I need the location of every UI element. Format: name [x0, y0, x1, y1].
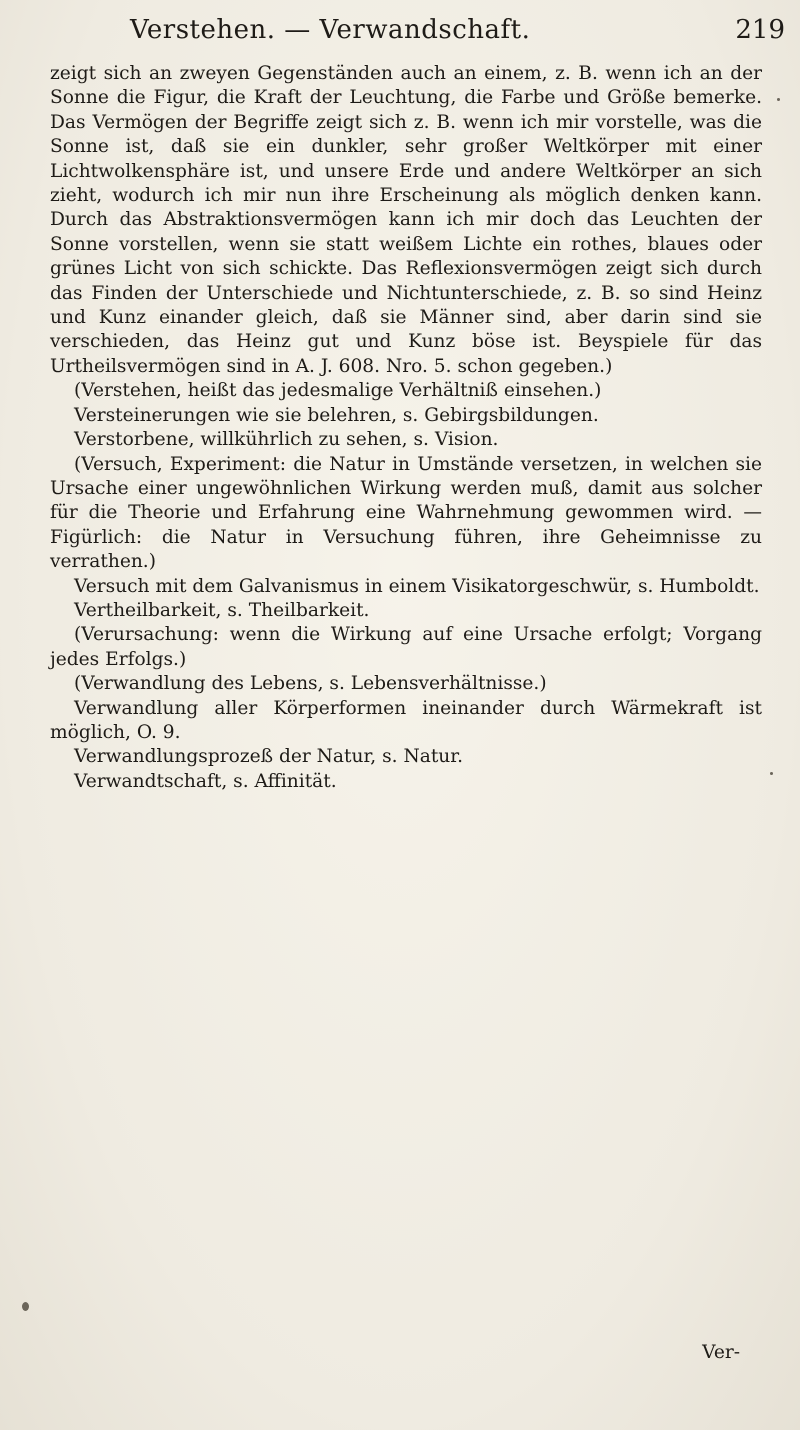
dictionary-entry: (Verwandlung des Lebens, s. Lebensverhältnisse.) — [74, 673, 547, 695]
paper-speck — [777, 98, 780, 101]
dictionary-entry: Verwandtschaft, s. Affinität. — [74, 770, 337, 792]
page-number: 219 — [735, 15, 785, 45]
running-head: Verstehen. — Verwandschaft. — [130, 15, 531, 45]
dictionary-entry: (Verursachung: wenn die Wirkung auf eine Ursache erfolgt; Vorgang jedes Erfolgs.) — [50, 624, 762, 670]
catchword: Ver- — [702, 1342, 740, 1363]
dictionary-entry: (Versuch, Experiment: die Natur in Umstände versetzen, in welchen sie Ursache einer ungewöhnlichen Wirkung werden muß, damit aus solcher für die Theorie und Erfahrung eine Wahrnehmung gewommen wird. — Figürlich: die Natur in Versuchung führen, ihre Geheimnisse zu verrathen.) — [50, 453, 762, 573]
text-body — [50, 62, 762, 794]
paper-speck — [22, 1302, 29, 1311]
dictionary-entry: Verwandlung aller Körperformen ineinander durch Wärmekraft ist möglich, O. 9. — [50, 697, 762, 743]
paragraph: (Verstehen, heißt das jedesmalige Verhältniß einsehen.) — [74, 380, 602, 402]
dictionary-entry: Versuch mit dem Galvanismus in einem Visikatorgeschwür, s. Humboldt. — [74, 575, 760, 597]
page-header — [20, 10, 785, 50]
paper-speck — [770, 772, 773, 775]
paragraph: zeigt sich an zweyen Gegenständen auch an einem, z. B. wenn ich an der Sonne die Figur, die Kraft der Leuchtung, die Farbe und Größe bemerke. Das Vermögen der Begriffe zeigt sich z. B. wenn ich mir vorstelle, was die Sonne ist, daß sie ein dunkler, sehr großer Weltkörper mit einer Lichtwolkensphäre ist, und unsere Erde und andere Weltkörper an sich zieht, wodurch ich mir nun ihre Erscheinung als möglich denken kann. Durch das Abstraktionsvermögen kann ich mir doch das Leuchten der Sonne vorstellen, wenn sie statt weißem Lichte ein rothes, blaues oder grünes Licht von sich schickte. Das Reflexionsvermögen zeigt sich durch das Finden der Unterschiede und Nichtunterschiede, z. B. so sind Heinz und Kunz einander gleich, daß sie Männer sind, aber darin sind sie verschieden, das Heinz gut und Kunz böse ist. Beyspiele für das Urtheilsvermögen sind in A. J. 608. Nro. 5. schon gegeben.) — [50, 63, 762, 377]
dictionary-entry: Verstorbene, willkührlich zu sehen, s. Vision. — [74, 429, 499, 451]
dictionary-entry: Vertheilbarkeit, s. Theilbarkeit. — [74, 599, 370, 621]
dictionary-entry: Versteinerungen wie sie belehren, s. Gebirgsbildungen. — [74, 404, 599, 426]
dictionary-entry: Verwandlungsprozeß der Natur, s. Natur. — [74, 746, 464, 768]
